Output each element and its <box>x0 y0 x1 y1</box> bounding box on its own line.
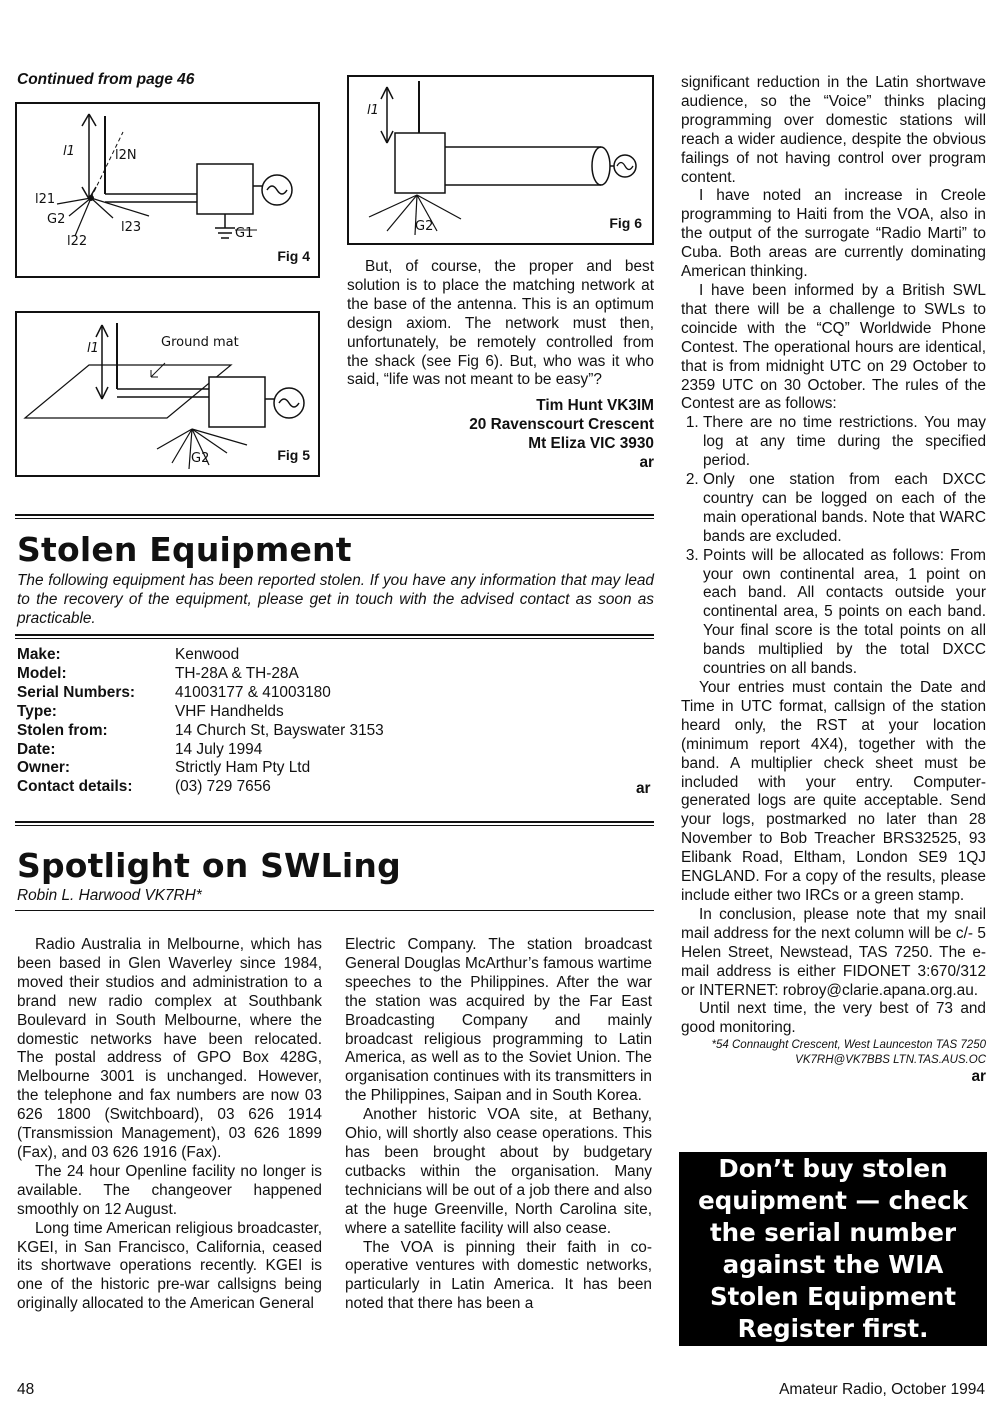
fig5-label-ground-mat: Ground mat <box>161 335 239 350</box>
stolen-field-value: TH-28A & TH-28A <box>175 664 299 682</box>
stolen-field-value: 14 July 1994 <box>175 740 263 758</box>
fig4-label-l23: l23 <box>121 220 142 235</box>
footnote-email: VK7RH@VK7BBS LTN.TAS.AUS.OC <box>795 1054 986 1067</box>
stolen-register-notice <box>679 1152 987 1346</box>
swl-top-rule <box>15 821 654 826</box>
antenna-end-mark: ar <box>639 454 654 472</box>
swl-col3-para-1: significant reduction in the Latin shortwave audience, so the “Voice” thinks placing programming over domestic stations will reach a wider audience, despite the obvious failings of not having control over program content. <box>681 74 986 186</box>
footnote-address: *54 Connaught Crescent, West Launceston TAS 7250 <box>711 1039 986 1052</box>
swl-end-mark: ar <box>971 1068 986 1086</box>
stolen-row <box>17 741 384 760</box>
contest-rules-list <box>681 414 986 679</box>
stolen-table-wrap <box>17 646 654 797</box>
stolen-title: Stolen Equipment <box>17 530 352 569</box>
stolen-field-label: Type: <box>17 702 57 720</box>
swl-column-2 <box>345 936 652 1314</box>
fig4-diagram <box>17 104 322 280</box>
swl-column-1 <box>17 936 322 1314</box>
antenna-article <box>347 258 654 472</box>
stolen-field-value: VHF Handhelds <box>175 702 284 720</box>
stolen-row <box>17 778 384 797</box>
continued-note: Continued from page 46 <box>17 71 195 88</box>
antenna-sig-addr1: 20 Ravenscourt Crescent <box>469 416 654 434</box>
stolen-field-value: (03) 729 7656 <box>175 778 271 796</box>
swl-byline: Robin L. Harwood VK7RH* <box>17 887 202 904</box>
fig5-label-g2: G2 <box>191 451 210 466</box>
swl-col1-para-2: The 24 hour Openline facility no longer is available. The changeover happened smoothly on 12 August. <box>17 1162 322 1218</box>
contest-rule-item: 3. Points will be allocated as follows: From your own continental area, 1 point on each band. All contacts outside your continental area, 5 points on each band. Your final score is the total points on all bands multiplied by the total DXCC countries on all bands. <box>703 547 986 679</box>
swl-col3-para-5: In conclusion, please note that my snail mail address for the next column will be c/- 5 Helen Street, Newstead, TAS 7250. The e-mail address is either FIDONET 3:670/312 or INTERNET: robroy@clarie.apana.org.au. <box>681 905 986 999</box>
swl-col3-para-6: Until next time, the very best of 73 and good monitoring. <box>681 1000 986 1037</box>
stolen-field-label: Model: <box>17 664 67 682</box>
swl-col2-para-2: Another historic VOA site, at Bethany, Ohio, will shortly also cease operations. This has been brought about by budgetary cutbacks within the organisation. Many technicians will be out of a job there and also at the huge Greenville, North Carolina site, where a satellite facility will also cease. <box>345 1106 652 1237</box>
swl-title-wrap <box>17 846 401 885</box>
antenna-paragraph: But, of course, the proper and best solution is to place the matching network at the base of the antenna. This is an optimum design axiom. The network must then, unfortunately, be remotely controlled from the shack (see Fig 6). But, who was it who said, “life was not meant to be easy”? <box>347 258 654 389</box>
swl-col2-para-3: The VOA is pinning their faith in co-operative ventures with domestic networks, particularly in Latin America. It has been noted that there has been a <box>345 1238 652 1313</box>
stolen-field-label: Contact details: <box>17 778 133 796</box>
swl-col3-para-4: Your entries must contain the Date and Time in UTC format, callsign of the station heard only, the RST at your location (minimum report 4X4), together with the band. A multiplier check sheet must be included with your entry. Computer-generated logs are quite acceptable. Send your logs, postmarked no later than 28 November to Bob Treacher BRS32525, 93 Elibank Road, Eltham, London SE9 1QJ ENGLAND. For a copy of the results, please include either two IRCs or a green stamp. <box>681 679 986 904</box>
stolen-row <box>17 646 384 665</box>
page-number: 48 <box>17 1381 35 1398</box>
contest-rule-item: 1. There are no time restrictions. You may log at any time during the specified period. <box>703 414 986 471</box>
swl-col2-para-1: Electric Company. The station broadcast General Douglas McArthur’s famous wartime speeches to the Philippines. After the war the station was acquired by the Far East Broadcasting Company and mainly broadcast religious programming to Latin America, as well as to the Soviet Union. The organisation continues with its transmitters in the Philippines, Saipan and in South Korea. <box>345 936 652 1105</box>
stolen-field-value: Strictly Ham Pty Ltd <box>175 759 311 777</box>
stolen-field-label: Stolen from: <box>17 721 108 739</box>
stolen-end-mark: ar <box>636 780 651 797</box>
figure-6 <box>347 75 654 245</box>
stolen-field-value: Kenwood <box>175 646 240 663</box>
swl-col1-para-3: Long time American religious broadcaster, KGEI, in San Francisco, California, ceased its shortwave operations recently. KGEI is one of the historic pre-war callsigns being originally allocated to the American General <box>17 1219 322 1313</box>
antenna-sig-addr2: Mt Eliza VIC 3930 <box>528 435 654 453</box>
fig4-label-l2n: l2N <box>115 148 137 163</box>
stolen-top-rule <box>15 514 654 519</box>
stolen-field-label: Serial Numbers: <box>17 683 136 701</box>
stolen-field-value: 41003177 & 41003180 <box>175 683 331 701</box>
fig6-label-l1: l1 <box>367 103 379 118</box>
stolen-field-label: Make: <box>17 646 61 663</box>
fig4-label-l1: l1 <box>63 144 75 159</box>
stolen-field-label: Date: <box>17 740 56 758</box>
stolen-intro: The following equipment has been reported stolen. If you have any information that may lead to the recovery of the equipment, please get in touch with the advised contact as soon as practicable. <box>17 572 654 627</box>
figure-5 <box>15 311 320 477</box>
swl-col3-para-2: I have noted an increase in Creole programming to Haiti from the VOA, also in the output of the surrogate “Radio Marti” to Cuba. Both areas are currently dominating American thinking. <box>681 187 986 281</box>
stolen-row <box>17 665 384 684</box>
contest-rule-item: 2. Only one station from each DXCC country can be logged on each of the main operational bands. Note that WARC bands are excluded. <box>703 471 986 547</box>
swl-column-3 <box>681 74 986 1087</box>
stolen-row <box>17 684 384 703</box>
fig6-caption: Fig 6 <box>609 215 642 231</box>
stolen-mid-rule <box>15 634 654 639</box>
magazine-issue: Amateur Radio, October 1994 <box>779 1381 985 1398</box>
fig4-caption: Fig 4 <box>277 248 310 264</box>
stolen-row <box>17 703 384 722</box>
stolen-title-wrap <box>17 530 352 569</box>
stolen-row <box>17 722 384 741</box>
swl-col3-para-3: I have been informed by a British SWL that there will be a challenge to SWLs to coincide with the “CQ” Worldwide Phone Contest. The operational hours are identical, that is from midnight UTC on 29 October to 2359 UTC on 30 October. The rules of the Contest are as follows: <box>681 281 986 413</box>
swl-byline-rule <box>15 910 654 911</box>
notice-text: Don’t buy stolen equipment — check the serial number against the WIA Stolen Equipment Register first. <box>698 1154 968 1343</box>
fig5-caption: Fig 5 <box>277 447 310 463</box>
stolen-row <box>17 759 384 778</box>
fig4-label-g2: G2 <box>47 212 66 227</box>
fig4-label-l22: l22 <box>67 234 88 249</box>
stolen-field-label: Owner: <box>17 759 71 777</box>
stolen-field-value: 14 Church St, Bayswater 3153 <box>175 721 384 739</box>
swl-title: Spotlight on SWLing <box>17 846 401 885</box>
fig5-label-l1: l1 <box>87 341 99 356</box>
fig4-label-g1: G1 <box>235 226 254 241</box>
fig6-label-g2: G2 <box>415 219 434 234</box>
swl-col1-para-1: Radio Australia in Melbourne, which has been based in Glen Waverley since 1984, moved their studios and administration to a brand new radio complex at Southbank Boulevard in South Melbourne, where the domestic networks have been relocated. The postal address of GPO Box 428G, Melbourne 3001 is unchanged. However, the telephone and fax numbers are now 03 626 1800 (Switchboard), 03 626 1914 (Transmission Management), 03 626 1899 (Fax), and 03 626 1916 (Fax). <box>17 936 322 1161</box>
figure-4 <box>15 102 320 278</box>
antenna-sig-name: Tim Hunt VK3IM <box>536 397 654 415</box>
stolen-table <box>17 646 384 797</box>
fig4-label-l21: l21 <box>35 192 56 207</box>
